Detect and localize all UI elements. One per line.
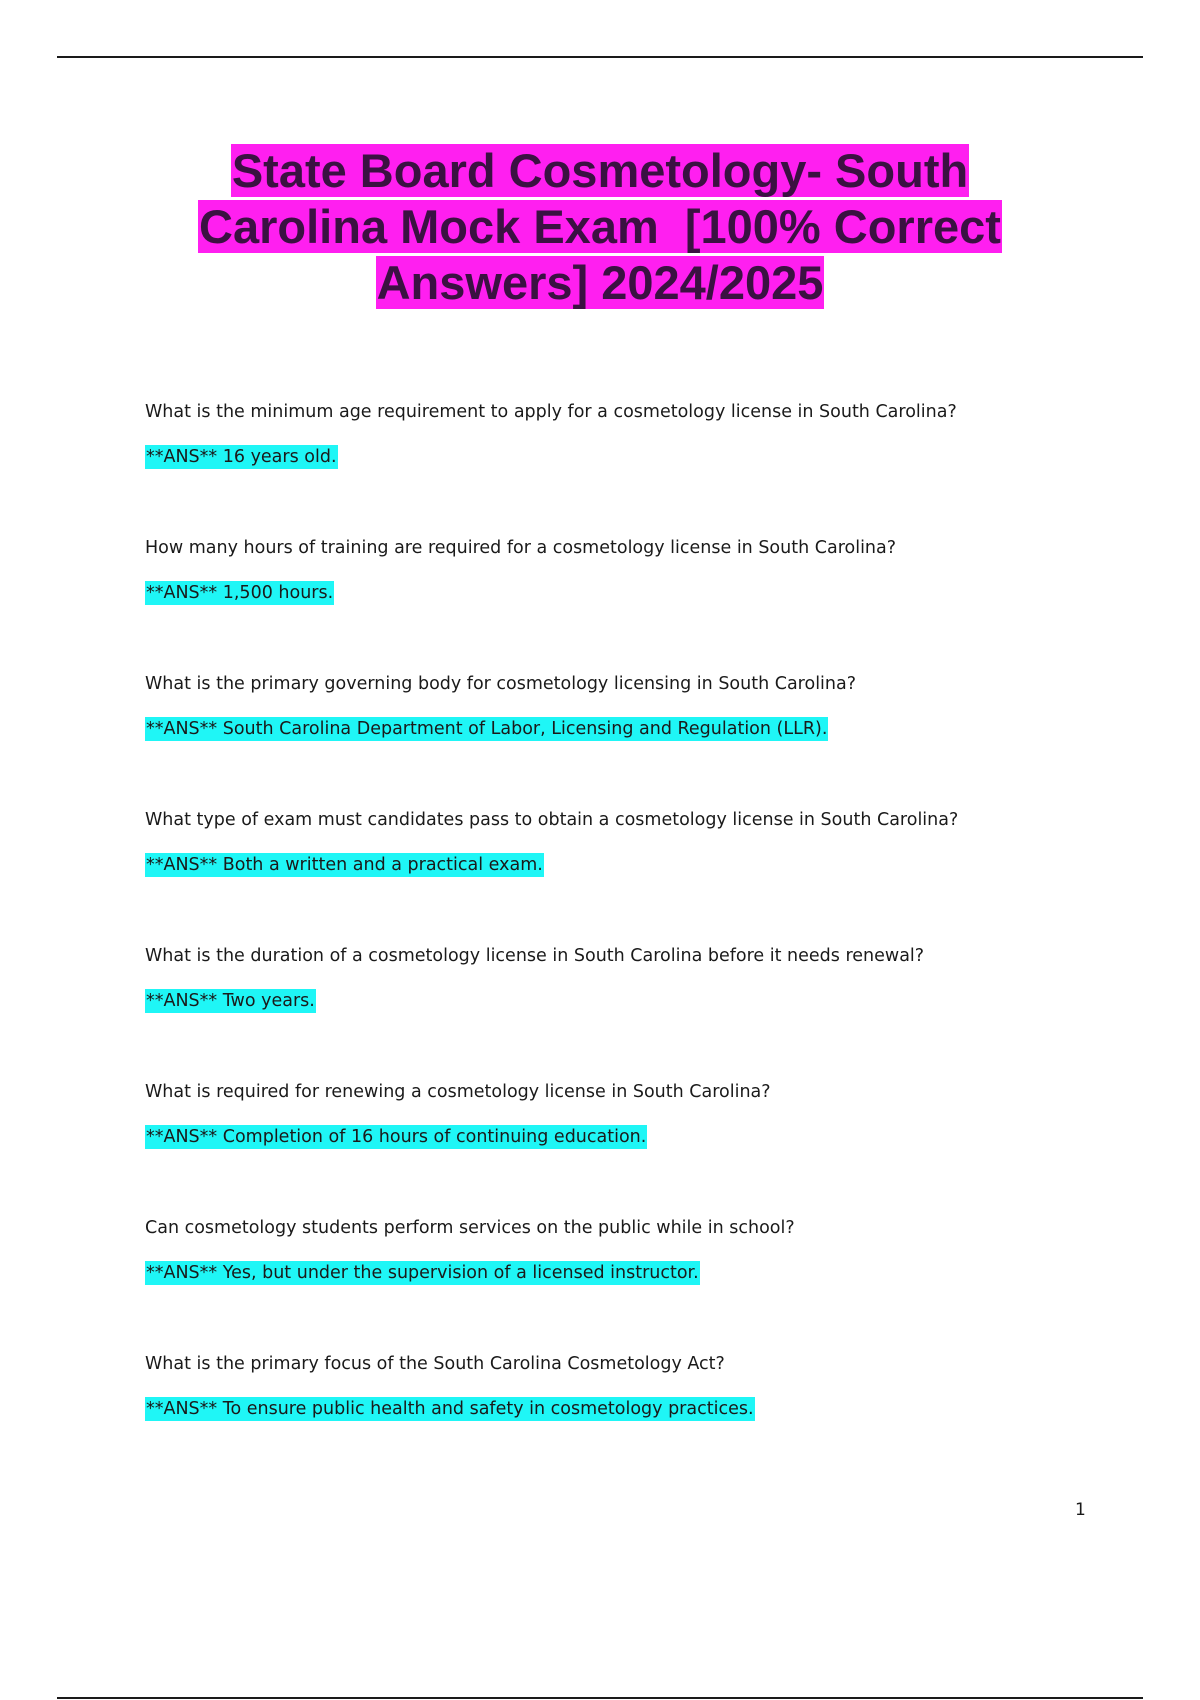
qa-item [145, 1216, 1045, 1352]
question-text: How many hours of training are required for a cosmetology license in South Carolina? [145, 538, 897, 558]
qa-item [145, 400, 1045, 536]
title-line-3: Answers] 2024/2025 [376, 256, 824, 309]
question-text: Can cosmetology students perform services on the public while in school? [145, 1218, 795, 1238]
qa-item [145, 808, 1045, 944]
answer-text: **ANS** Two years. [146, 991, 315, 1011]
qa-item [145, 1080, 1045, 1216]
answer-text: **ANS** Yes, but under the supervision of a licensed instructor. [146, 1263, 699, 1283]
qa-list [145, 400, 1045, 1488]
title-line-1: State Board Cosmetology- South [231, 144, 969, 197]
title-line-2: Carolina Mock Exam [100% Correct [199, 200, 1001, 253]
answer-text: **ANS** 16 years old. [146, 447, 337, 467]
question-text: What type of exam must candidates pass to obtain a cosmetology license in South Carolina? [145, 810, 959, 830]
answer-text: **ANS** 1,500 hours. [146, 583, 334, 603]
page-number: 1 [1075, 1500, 1086, 1520]
question-text: What is the duration of a cosmetology license in South Carolina before it needs renewal? [145, 946, 925, 966]
answer-text: **ANS** To ensure public health and safety in cosmetology practices. [146, 1399, 754, 1419]
qa-item [145, 536, 1045, 672]
bottom-rule [57, 1697, 1143, 1699]
question-text: What is the primary governing body for cosmetology licensing in South Carolina? [145, 674, 857, 694]
question-text: What is the minimum age requirement to apply for a cosmetology license in South Carolina? [145, 402, 957, 422]
qa-item [145, 1352, 1045, 1488]
question-text: What is the primary focus of the South Carolina Cosmetology Act? [145, 1354, 725, 1374]
answer-text: **ANS** Completion of 16 hours of continuing education. [146, 1127, 647, 1147]
answer-text: **ANS** South Carolina Department of Labor, Licensing and Regulation (LLR). [146, 719, 828, 739]
answer-text: **ANS** Both a written and a practical exam. [146, 855, 543, 875]
qa-item [145, 944, 1045, 1080]
question-text: What is required for renewing a cosmetology license in South Carolina? [145, 1082, 771, 1102]
qa-item [145, 672, 1045, 808]
document-title [100, 143, 1100, 311]
top-rule [57, 56, 1143, 58]
